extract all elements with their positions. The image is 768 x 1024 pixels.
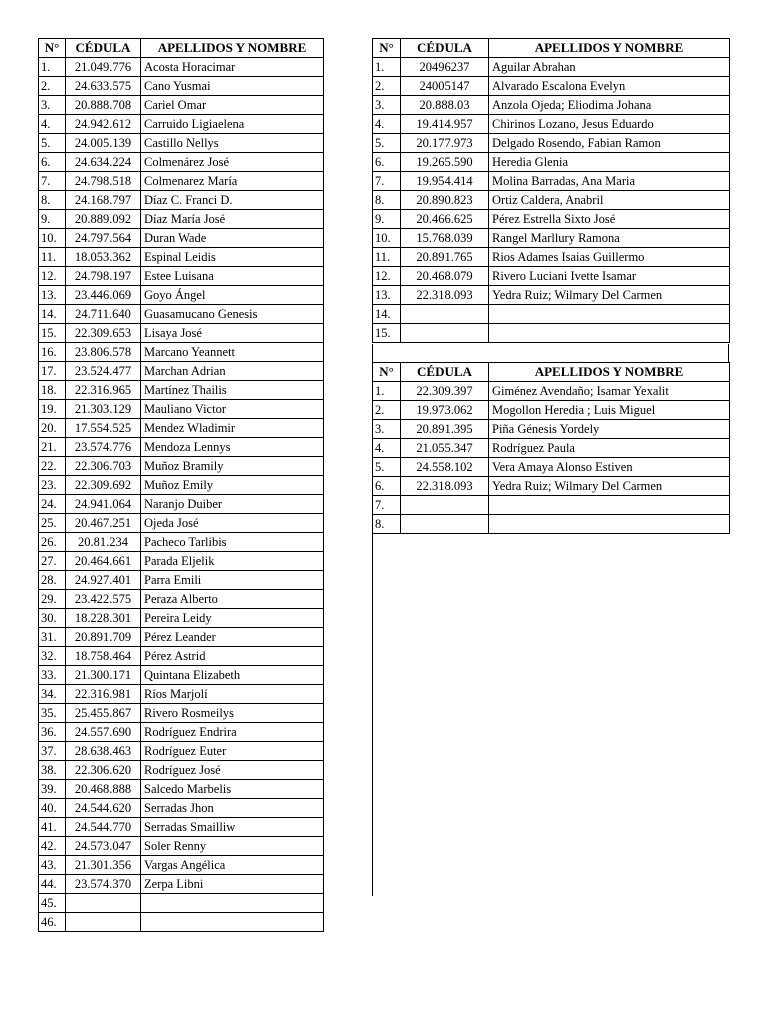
name-cell: Anzola Ojeda; Eliodima Johana: [489, 96, 730, 115]
cedula-cell: 25.455.867: [66, 704, 141, 723]
cedula-cell: 24.557.690: [66, 723, 141, 742]
row-number: 5.: [373, 458, 401, 477]
table-row: [373, 458, 730, 477]
cedula-cell: 21.049.776: [66, 58, 141, 77]
name-cell: Mendez Wladimir: [141, 419, 324, 438]
row-number: 15.: [39, 324, 66, 343]
row-number: 11.: [373, 248, 401, 267]
name-cell: Yedra Ruiz; Wilmary Del Carmen: [489, 286, 730, 305]
cedula-cell: [401, 324, 489, 343]
table-row: [39, 153, 324, 172]
row-number: 26.: [39, 533, 66, 552]
table-row: [373, 153, 730, 172]
table-row: [373, 229, 730, 248]
table-row: [39, 400, 324, 419]
table-row: [39, 343, 324, 362]
name-cell: Espinal Leidis: [141, 248, 324, 267]
cedula-cell: 19.265.590: [401, 153, 489, 172]
table-row: [373, 191, 730, 210]
name-cell: Alvarado Escalona Evelyn: [489, 77, 730, 96]
table-header-row: [373, 39, 730, 58]
row-number: 10.: [39, 229, 66, 248]
row-number: 14.: [39, 305, 66, 324]
name-cell: Rangel Marllury Ramona: [489, 229, 730, 248]
table-row: [39, 742, 324, 761]
row-number: 13.: [373, 286, 401, 305]
name-cell: Carruido Ligiaelena: [141, 115, 324, 134]
table-row: [39, 609, 324, 628]
student-list-table-2: [372, 38, 730, 343]
name-cell: Chirinos Lozano, Jesus Eduardo: [489, 115, 730, 134]
name-cell: Rivero Rosmeilys: [141, 704, 324, 723]
row-number: 38.: [39, 761, 66, 780]
cedula-cell: 24.942.612: [66, 115, 141, 134]
name-cell: Ojeda José: [141, 514, 324, 533]
row-number: 7.: [373, 172, 401, 191]
row-number: 31.: [39, 628, 66, 647]
row-number: 43.: [39, 856, 66, 875]
name-cell: Castillo Nellys: [141, 134, 324, 153]
row-number: 4.: [39, 115, 66, 134]
name-cell: Serradas Smailliw: [141, 818, 324, 837]
row-number: 9.: [39, 210, 66, 229]
table-row: [39, 324, 324, 343]
table-row: [373, 324, 730, 343]
name-cell: Mogollon Heredia ; Luis Miguel: [489, 401, 730, 420]
row-number: 12.: [373, 267, 401, 286]
cedula-cell: 20.890.823: [401, 191, 489, 210]
table-row: [39, 286, 324, 305]
table-row: [39, 419, 324, 438]
cedula-cell: 20.889.092: [66, 210, 141, 229]
cedula-cell: 19.954.414: [401, 172, 489, 191]
cedula-cell: 20.467.251: [66, 514, 141, 533]
table-row: [39, 362, 324, 381]
name-cell: Díaz C. Franci D.: [141, 191, 324, 210]
row-number: 7.: [373, 496, 401, 515]
row-number: 22.: [39, 457, 66, 476]
table-row: [39, 495, 324, 514]
name-cell: Zerpa Libni: [141, 875, 324, 894]
table-row: [39, 723, 324, 742]
name-cell: Salcedo Marbelis: [141, 780, 324, 799]
name-cell: Marchan Adrian: [141, 362, 324, 381]
cedula-cell: 20496237: [401, 58, 489, 77]
table-row: [39, 818, 324, 837]
cedula-cell: 19.414.957: [401, 115, 489, 134]
table-row: [39, 115, 324, 134]
table-row: [373, 401, 730, 420]
row-number: 27.: [39, 552, 66, 571]
name-cell: [489, 305, 730, 324]
row-number: 6.: [39, 153, 66, 172]
cedula-cell: 24005147: [401, 77, 489, 96]
name-cell: Pérez Astrid: [141, 647, 324, 666]
name-cell: Pereira Leidy: [141, 609, 324, 628]
row-number: 4.: [373, 439, 401, 458]
name-cell: Parra Emili: [141, 571, 324, 590]
row-number: 29.: [39, 590, 66, 609]
cedula-cell: 23.574.776: [66, 438, 141, 457]
row-number: 13.: [39, 286, 66, 305]
name-cell: Molina Barradas, Ana Maria: [489, 172, 730, 191]
cedula-cell: 23.806.578: [66, 343, 141, 362]
table-separator: [372, 344, 729, 362]
row-number: 11.: [39, 248, 66, 267]
cedula-cell: 24.941.064: [66, 495, 141, 514]
cedula-cell: 23.422.575: [66, 590, 141, 609]
name-cell: Serradas Jhon: [141, 799, 324, 818]
name-cell: Giménez Avendaño; Isamar Yexalit: [489, 382, 730, 401]
table-row: [373, 267, 730, 286]
cedula-cell: 24.005.139: [66, 134, 141, 153]
row-number: 30.: [39, 609, 66, 628]
row-number: 28.: [39, 571, 66, 590]
table-row: [373, 248, 730, 267]
cedula-cell: 20.891.395: [401, 420, 489, 439]
name-cell: Quintana Elizabeth: [141, 666, 324, 685]
cedula-cell: 24.633.575: [66, 77, 141, 96]
name-cell: Muñoz Bramily: [141, 457, 324, 476]
table-header-row: [39, 39, 324, 58]
cedula-header: CÉDULA: [401, 39, 489, 58]
cedula-cell: 20.891.765: [401, 248, 489, 267]
name-cell: [489, 515, 730, 534]
table-row: [39, 837, 324, 856]
name-cell: Colmenarez María: [141, 172, 324, 191]
table-row: [373, 420, 730, 439]
name-cell: Duran Wade: [141, 229, 324, 248]
row-number: 5.: [39, 134, 66, 153]
table-row: [39, 647, 324, 666]
name-cell: [141, 894, 324, 913]
number-header: N°: [373, 363, 401, 382]
row-number: 3.: [373, 420, 401, 439]
table-row: [39, 704, 324, 723]
table-body: [373, 382, 730, 534]
name-cell: Mendoza Lennys: [141, 438, 324, 457]
cedula-cell: 20.466.625: [401, 210, 489, 229]
table-row: [373, 96, 730, 115]
cedula-cell: 18.053.362: [66, 248, 141, 267]
table-row: [39, 780, 324, 799]
name-cell: Lisaya José: [141, 324, 324, 343]
name-cell: Parada Eljelik: [141, 552, 324, 571]
cedula-cell: 22.309.397: [401, 382, 489, 401]
name-cell: Muñoz Emily: [141, 476, 324, 495]
table-row: [373, 515, 730, 534]
row-number: 34.: [39, 685, 66, 704]
cedula-cell: 24.798.197: [66, 267, 141, 286]
cedula-cell: 21.303.129: [66, 400, 141, 419]
table-row: [39, 229, 324, 248]
name-header: APELLIDOS Y NOMBRE: [489, 363, 730, 382]
name-cell: [489, 324, 730, 343]
table-row: [39, 761, 324, 780]
column-rule: [372, 534, 373, 896]
cedula-cell: 22.316.981: [66, 685, 141, 704]
name-cell: Marcano Yeannett: [141, 343, 324, 362]
name-cell: Yedra Ruiz; Wilmary Del Carmen: [489, 477, 730, 496]
cedula-cell: 20.468.079: [401, 267, 489, 286]
row-number: 42.: [39, 837, 66, 856]
row-number: 24.: [39, 495, 66, 514]
cedula-cell: 22.318.093: [401, 477, 489, 496]
name-cell: Colmenárez José: [141, 153, 324, 172]
cedula-cell: 20.891.709: [66, 628, 141, 647]
table-row: [373, 58, 730, 77]
cedula-cell: 24.711.640: [66, 305, 141, 324]
row-number: 8.: [373, 191, 401, 210]
cedula-cell: 24.544.770: [66, 818, 141, 837]
table-row: [39, 799, 324, 818]
table-row: [39, 628, 324, 647]
row-number: 40.: [39, 799, 66, 818]
table-row: [39, 381, 324, 400]
cedula-cell: 20.81.234: [66, 533, 141, 552]
table-row: [39, 172, 324, 191]
table-row: [373, 115, 730, 134]
cedula-cell: 22.309.653: [66, 324, 141, 343]
table-row: [39, 305, 324, 324]
name-header: APELLIDOS Y NOMBRE: [141, 39, 324, 58]
cedula-cell: [401, 305, 489, 324]
name-cell: Naranjo Duiber: [141, 495, 324, 514]
cedula-cell: 17.554.525: [66, 419, 141, 438]
cedula-cell: 19.973.062: [401, 401, 489, 420]
cedula-cell: 22.316.965: [66, 381, 141, 400]
row-number: 6.: [373, 153, 401, 172]
cedula-cell: 23.524.477: [66, 362, 141, 381]
row-number: 2.: [373, 401, 401, 420]
number-header: N°: [373, 39, 401, 58]
table-row: [39, 533, 324, 552]
row-number: 4.: [373, 115, 401, 134]
row-number: 8.: [39, 191, 66, 210]
cedula-cell: 22.318.093: [401, 286, 489, 305]
cedula-cell: 23.446.069: [66, 286, 141, 305]
table-row: [39, 77, 324, 96]
table-row: [39, 267, 324, 286]
row-number: 10.: [373, 229, 401, 248]
name-cell: Rodríguez José: [141, 761, 324, 780]
cedula-cell: 20.468.888: [66, 780, 141, 799]
cedula-cell: [401, 515, 489, 534]
name-cell: Rios Adames Isaias Guillermo: [489, 248, 730, 267]
table-row: [39, 191, 324, 210]
name-cell: Rodríguez Paula: [489, 439, 730, 458]
table-header-row: [373, 363, 730, 382]
row-number: 1.: [373, 58, 401, 77]
row-number: 36.: [39, 723, 66, 742]
row-number: 15.: [373, 324, 401, 343]
name-cell: Piña Génesis Yordely: [489, 420, 730, 439]
name-cell: Vera Amaya Alonso Estiven: [489, 458, 730, 477]
name-cell: Pérez Estrella Sixto José: [489, 210, 730, 229]
cedula-header: CÉDULA: [66, 39, 141, 58]
row-number: 21.: [39, 438, 66, 457]
row-number: 35.: [39, 704, 66, 723]
cedula-cell: 18.228.301: [66, 609, 141, 628]
row-number: 5.: [373, 134, 401, 153]
row-number: 6.: [373, 477, 401, 496]
row-number: 18.: [39, 381, 66, 400]
row-number: 25.: [39, 514, 66, 533]
name-cell: Mauliano Victor: [141, 400, 324, 419]
row-number: 44.: [39, 875, 66, 894]
cedula-cell: 21.055.347: [401, 439, 489, 458]
name-cell: Delgado Rosendo, Fabian Ramon: [489, 134, 730, 153]
table-row: [39, 476, 324, 495]
row-number: 33.: [39, 666, 66, 685]
name-cell: Guasamucano Genesis: [141, 305, 324, 324]
row-number: 37.: [39, 742, 66, 761]
name-cell: Estee Luisana: [141, 267, 324, 286]
table-row: [39, 856, 324, 875]
cedula-cell: 24.797.564: [66, 229, 141, 248]
row-number: 2.: [373, 77, 401, 96]
row-number: 41.: [39, 818, 66, 837]
table-row: [39, 134, 324, 153]
cedula-cell: 21.301.356: [66, 856, 141, 875]
row-number: 19.: [39, 400, 66, 419]
row-number: 23.: [39, 476, 66, 495]
cedula-cell: 22.306.620: [66, 761, 141, 780]
table-row: [39, 438, 324, 457]
table-row: [39, 248, 324, 267]
table-row: [39, 96, 324, 115]
table-row: [373, 172, 730, 191]
row-number: 2.: [39, 77, 66, 96]
table-row: [373, 134, 730, 153]
row-number: 9.: [373, 210, 401, 229]
row-number: 14.: [373, 305, 401, 324]
row-number: 46.: [39, 913, 66, 932]
name-cell: Vargas Angélica: [141, 856, 324, 875]
cedula-cell: [66, 894, 141, 913]
name-cell: Acosta Horacimar: [141, 58, 324, 77]
table-row: [39, 210, 324, 229]
name-cell: Aguilar Abrahan: [489, 58, 730, 77]
cedula-cell: 23.574.370: [66, 875, 141, 894]
table-body: [373, 58, 730, 343]
student-list-table-1: [38, 38, 324, 932]
number-header: N°: [39, 39, 66, 58]
name-header: APELLIDOS Y NOMBRE: [489, 39, 730, 58]
cedula-cell: 18.758.464: [66, 647, 141, 666]
cedula-cell: 20.177.973: [401, 134, 489, 153]
row-number: 7.: [39, 172, 66, 191]
table-row: [39, 552, 324, 571]
cedula-cell: 24.927.401: [66, 571, 141, 590]
table-row: [39, 875, 324, 894]
table-row: [373, 496, 730, 515]
table-row: [39, 457, 324, 476]
name-cell: Rodríguez Euter: [141, 742, 324, 761]
name-cell: Rodríguez Endrira: [141, 723, 324, 742]
row-number: 8.: [373, 515, 401, 534]
cedula-cell: 24.573.047: [66, 837, 141, 856]
table-row: [373, 210, 730, 229]
cedula-cell: 20.888.03: [401, 96, 489, 115]
table-row: [373, 286, 730, 305]
name-cell: Cano Yusmai: [141, 77, 324, 96]
row-number: 3.: [39, 96, 66, 115]
name-cell: [489, 496, 730, 515]
row-number: 17.: [39, 362, 66, 381]
cedula-header: CÉDULA: [401, 363, 489, 382]
row-number: 16.: [39, 343, 66, 362]
cedula-cell: [401, 496, 489, 515]
table-row: [39, 571, 324, 590]
student-list-table-3: [372, 362, 730, 534]
cedula-cell: 28.638.463: [66, 742, 141, 761]
table-row: [39, 514, 324, 533]
cedula-cell: 24.634.224: [66, 153, 141, 172]
table-row: [373, 305, 730, 324]
row-number: 3.: [373, 96, 401, 115]
name-cell: Heredia Glenia: [489, 153, 730, 172]
table-row: [39, 685, 324, 704]
cedula-cell: 24.168.797: [66, 191, 141, 210]
name-cell: Pérez Leander: [141, 628, 324, 647]
cedula-cell: 15.768.039: [401, 229, 489, 248]
table-row: [373, 382, 730, 401]
row-number: 20.: [39, 419, 66, 438]
table-row: [373, 77, 730, 96]
cedula-cell: 24.558.102: [401, 458, 489, 477]
row-number: 1.: [39, 58, 66, 77]
name-cell: Soler Renny: [141, 837, 324, 856]
row-number: 1.: [373, 382, 401, 401]
cedula-cell: 20.888.708: [66, 96, 141, 115]
row-number: 32.: [39, 647, 66, 666]
cedula-cell: [66, 913, 141, 932]
table-row: [39, 58, 324, 77]
row-number: 12.: [39, 267, 66, 286]
cedula-cell: 21.300.171: [66, 666, 141, 685]
table-body: [39, 58, 324, 932]
table-row: [373, 477, 730, 496]
cedula-cell: 24.544.620: [66, 799, 141, 818]
name-cell: Peraza Alberto: [141, 590, 324, 609]
cedula-cell: 24.798.518: [66, 172, 141, 191]
table-row: [39, 666, 324, 685]
name-cell: Pacheco Tarlibis: [141, 533, 324, 552]
name-cell: Ortiz Caldera, Anabril: [489, 191, 730, 210]
name-cell: Rivero Luciani Ivette Isamar: [489, 267, 730, 286]
table-row: [39, 913, 324, 932]
table-row: [373, 439, 730, 458]
name-cell: Díaz María José: [141, 210, 324, 229]
table-row: [39, 894, 324, 913]
cedula-cell: 22.306.703: [66, 457, 141, 476]
name-cell: Goyo Ángel: [141, 286, 324, 305]
table-row: [39, 590, 324, 609]
name-cell: Cariel Omar: [141, 96, 324, 115]
name-cell: Ríos Marjolí: [141, 685, 324, 704]
cedula-cell: 20.464.661: [66, 552, 141, 571]
row-number: 45.: [39, 894, 66, 913]
row-number: 39.: [39, 780, 66, 799]
name-cell: Martínez Thailis: [141, 381, 324, 400]
name-cell: [141, 913, 324, 932]
cedula-cell: 22.309.692: [66, 476, 141, 495]
